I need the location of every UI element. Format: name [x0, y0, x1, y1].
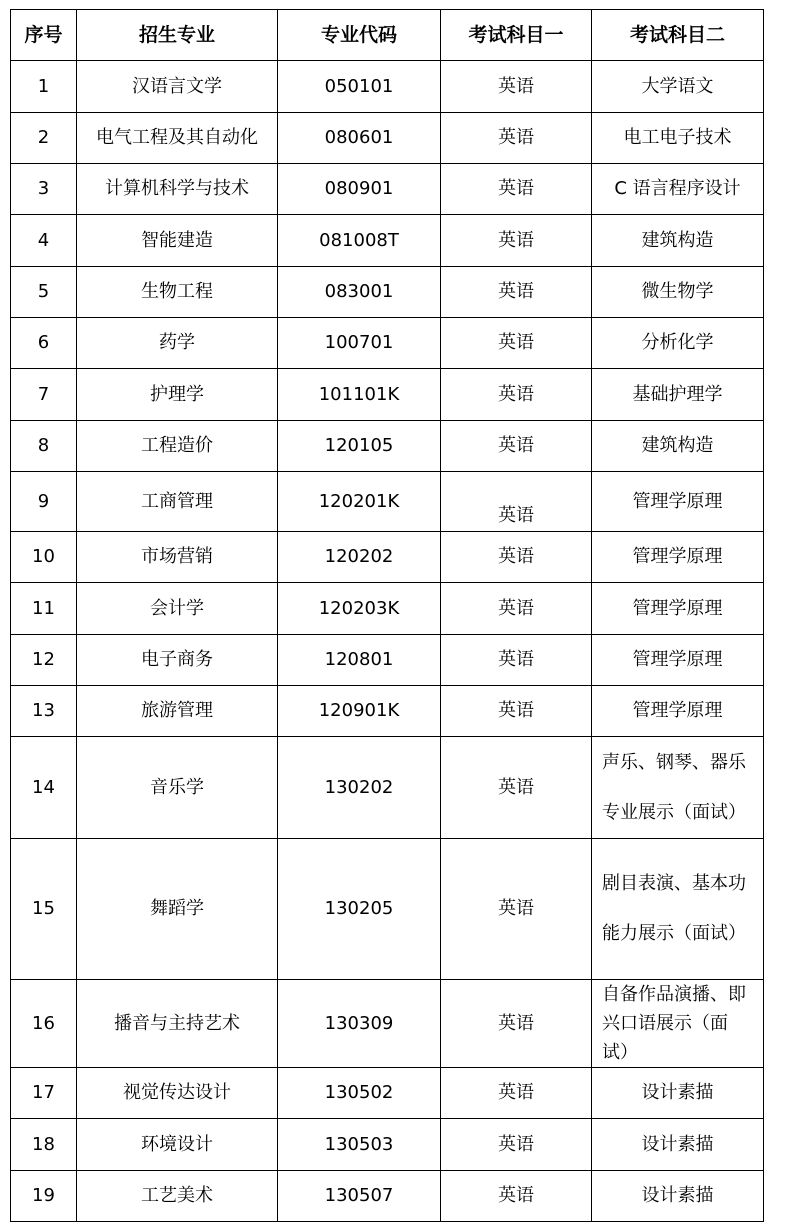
table-row — [11, 532, 764, 583]
cell-major: 工程造价 — [77, 421, 278, 472]
header-no: 序号 — [11, 10, 77, 61]
cell-code: 101101K — [278, 369, 441, 421]
cell-subject-1 — [441, 472, 592, 532]
cell-no: 11 — [11, 583, 77, 635]
cell-subject-2: 微生物学 — [592, 267, 764, 318]
table-row — [11, 583, 764, 635]
cell-subject-2: 设计素描 — [592, 1068, 764, 1119]
cell-code: 130309 — [278, 980, 441, 1068]
cell-subject-2-line: 兴口语展示（面 — [602, 1013, 728, 1034]
table-row — [11, 318, 764, 369]
cell-code: 130502 — [278, 1068, 441, 1119]
table-row — [11, 215, 764, 267]
cell-subject-1: 英语 — [441, 583, 592, 635]
cell-subject-1: 英语 — [441, 686, 592, 737]
cell-subject-1: 英语 — [441, 532, 592, 583]
table-row — [11, 113, 764, 164]
cell-subject-2: 管理学原理 — [592, 472, 764, 532]
cell-subject-2 — [592, 839, 764, 980]
cell-major: 电子商务 — [77, 635, 278, 686]
cell-code: 130503 — [278, 1119, 441, 1171]
cell-no: 18 — [11, 1119, 77, 1171]
cell-code: 130205 — [278, 839, 441, 980]
cell-code: 081008T — [278, 215, 441, 267]
table-row — [11, 369, 764, 421]
cell-no: 17 — [11, 1068, 77, 1119]
cell-subject-1: 英语 — [441, 421, 592, 472]
cell-subject-1-text: 英语 — [498, 504, 534, 526]
cell-no: 9 — [11, 472, 77, 532]
table-row — [11, 1119, 764, 1171]
cell-subject-1: 英语 — [441, 267, 592, 318]
cell-code: 120901K — [278, 686, 441, 737]
cell-subject-2-line: 剧目表演、基本功 — [602, 873, 746, 894]
header-major: 招生专业 — [77, 10, 278, 61]
cell-code: 100701 — [278, 318, 441, 369]
cell-subject-1: 英语 — [441, 1068, 592, 1119]
cell-code: 083001 — [278, 267, 441, 318]
cell-subject-2: 建筑构造 — [592, 421, 764, 472]
cell-subject-1: 英语 — [441, 113, 592, 164]
cell-subject-1: 英语 — [441, 839, 592, 980]
cell-code: 120201K — [278, 472, 441, 532]
cell-no: 3 — [11, 164, 77, 215]
cell-code: 130507 — [278, 1171, 441, 1222]
cell-subject-1: 英语 — [441, 737, 592, 839]
cell-major: 会计学 — [77, 583, 278, 635]
cell-subject-2-line: 声乐、钢琴、器乐 — [602, 751, 746, 773]
table-row — [11, 737, 764, 839]
table-row — [11, 61, 764, 113]
cell-major: 汉语言文学 — [77, 61, 278, 113]
header-code: 专业代码 — [278, 10, 441, 61]
cell-no: 14 — [11, 737, 77, 839]
cell-no: 13 — [11, 686, 77, 737]
cell-subject-2: C 语言程序设计 — [592, 164, 764, 215]
table-row — [11, 980, 764, 1068]
header-row — [11, 10, 764, 61]
cell-subject-1: 英语 — [441, 215, 592, 267]
admission-table — [10, 9, 764, 1222]
cell-major: 计算机科学与技术 — [77, 164, 278, 215]
cell-subject-2: 分析化学 — [592, 318, 764, 369]
cell-major: 智能建造 — [77, 215, 278, 267]
cell-major: 电气工程及其自动化 — [77, 113, 278, 164]
cell-subject-2: 设计素描 — [592, 1119, 764, 1171]
cell-code: 120105 — [278, 421, 441, 472]
table-row — [11, 1068, 764, 1119]
cell-code: 120203K — [278, 583, 441, 635]
table-row — [11, 472, 764, 532]
cell-subject-2: 电工电子技术 — [592, 113, 764, 164]
cell-subject-2-line: 试） — [602, 1042, 638, 1063]
cell-subject-1: 英语 — [441, 164, 592, 215]
cell-major: 工艺美术 — [77, 1171, 278, 1222]
cell-no: 19 — [11, 1171, 77, 1222]
cell-subject-2 — [592, 980, 764, 1068]
cell-subject-1: 英语 — [441, 980, 592, 1068]
cell-major: 视觉传达设计 — [77, 1068, 278, 1119]
table-row — [11, 421, 764, 472]
cell-subject-2: 设计素描 — [592, 1171, 764, 1222]
cell-code: 080901 — [278, 164, 441, 215]
table-row — [11, 267, 764, 318]
cell-no: 10 — [11, 532, 77, 583]
cell-subject-2: 基础护理学 — [592, 369, 764, 421]
cell-subject-2-line: 自备作品演播、即 — [602, 984, 746, 1005]
cell-no: 2 — [11, 113, 77, 164]
cell-no: 4 — [11, 215, 77, 267]
cell-subject-2: 管理学原理 — [592, 635, 764, 686]
cell-no: 5 — [11, 267, 77, 318]
cell-no: 6 — [11, 318, 77, 369]
cell-major: 工商管理 — [77, 472, 278, 532]
cell-subject-1: 英语 — [441, 1119, 592, 1171]
cell-code: 050101 — [278, 61, 441, 113]
cell-major: 药学 — [77, 318, 278, 369]
cell-subject-2-line: 专业展示（面试） — [602, 801, 746, 823]
cell-major: 环境设计 — [77, 1119, 278, 1171]
cell-no: 16 — [11, 980, 77, 1068]
header-subject-2: 考试科目二 — [592, 10, 764, 61]
cell-major: 市场营销 — [77, 532, 278, 583]
cell-no: 8 — [11, 421, 77, 472]
cell-subject-2 — [592, 737, 764, 839]
cell-major: 护理学 — [77, 369, 278, 421]
table-row — [11, 635, 764, 686]
cell-subject-2-line: 能力展示（面试） — [602, 923, 746, 944]
cell-subject-2: 管理学原理 — [592, 532, 764, 583]
cell-major: 播音与主持艺术 — [77, 980, 278, 1068]
cell-no: 7 — [11, 369, 77, 421]
cell-subject-1: 英语 — [441, 1171, 592, 1222]
cell-major: 旅游管理 — [77, 686, 278, 737]
cell-major: 音乐学 — [77, 737, 278, 839]
cell-code: 080601 — [278, 113, 441, 164]
cell-subject-2: 建筑构造 — [592, 215, 764, 267]
cell-major: 舞蹈学 — [77, 839, 278, 980]
cell-subject-2: 大学语文 — [592, 61, 764, 113]
cell-subject-2: 管理学原理 — [592, 583, 764, 635]
table-row — [11, 839, 764, 980]
cell-subject-1: 英语 — [441, 635, 592, 686]
cell-subject-1: 英语 — [441, 318, 592, 369]
table-row — [11, 164, 764, 215]
table-row — [11, 686, 764, 737]
cell-subject-1: 英语 — [441, 369, 592, 421]
table-row — [11, 1171, 764, 1222]
cell-no: 12 — [11, 635, 77, 686]
cell-no: 15 — [11, 839, 77, 980]
cell-major: 生物工程 — [77, 267, 278, 318]
cell-code: 130202 — [278, 737, 441, 839]
cell-subject-2: 管理学原理 — [592, 686, 764, 737]
cell-no: 1 — [11, 61, 77, 113]
header-subject-1: 考试科目一 — [441, 10, 592, 61]
cell-code: 120801 — [278, 635, 441, 686]
cell-subject-1: 英语 — [441, 61, 592, 113]
cell-code: 120202 — [278, 532, 441, 583]
